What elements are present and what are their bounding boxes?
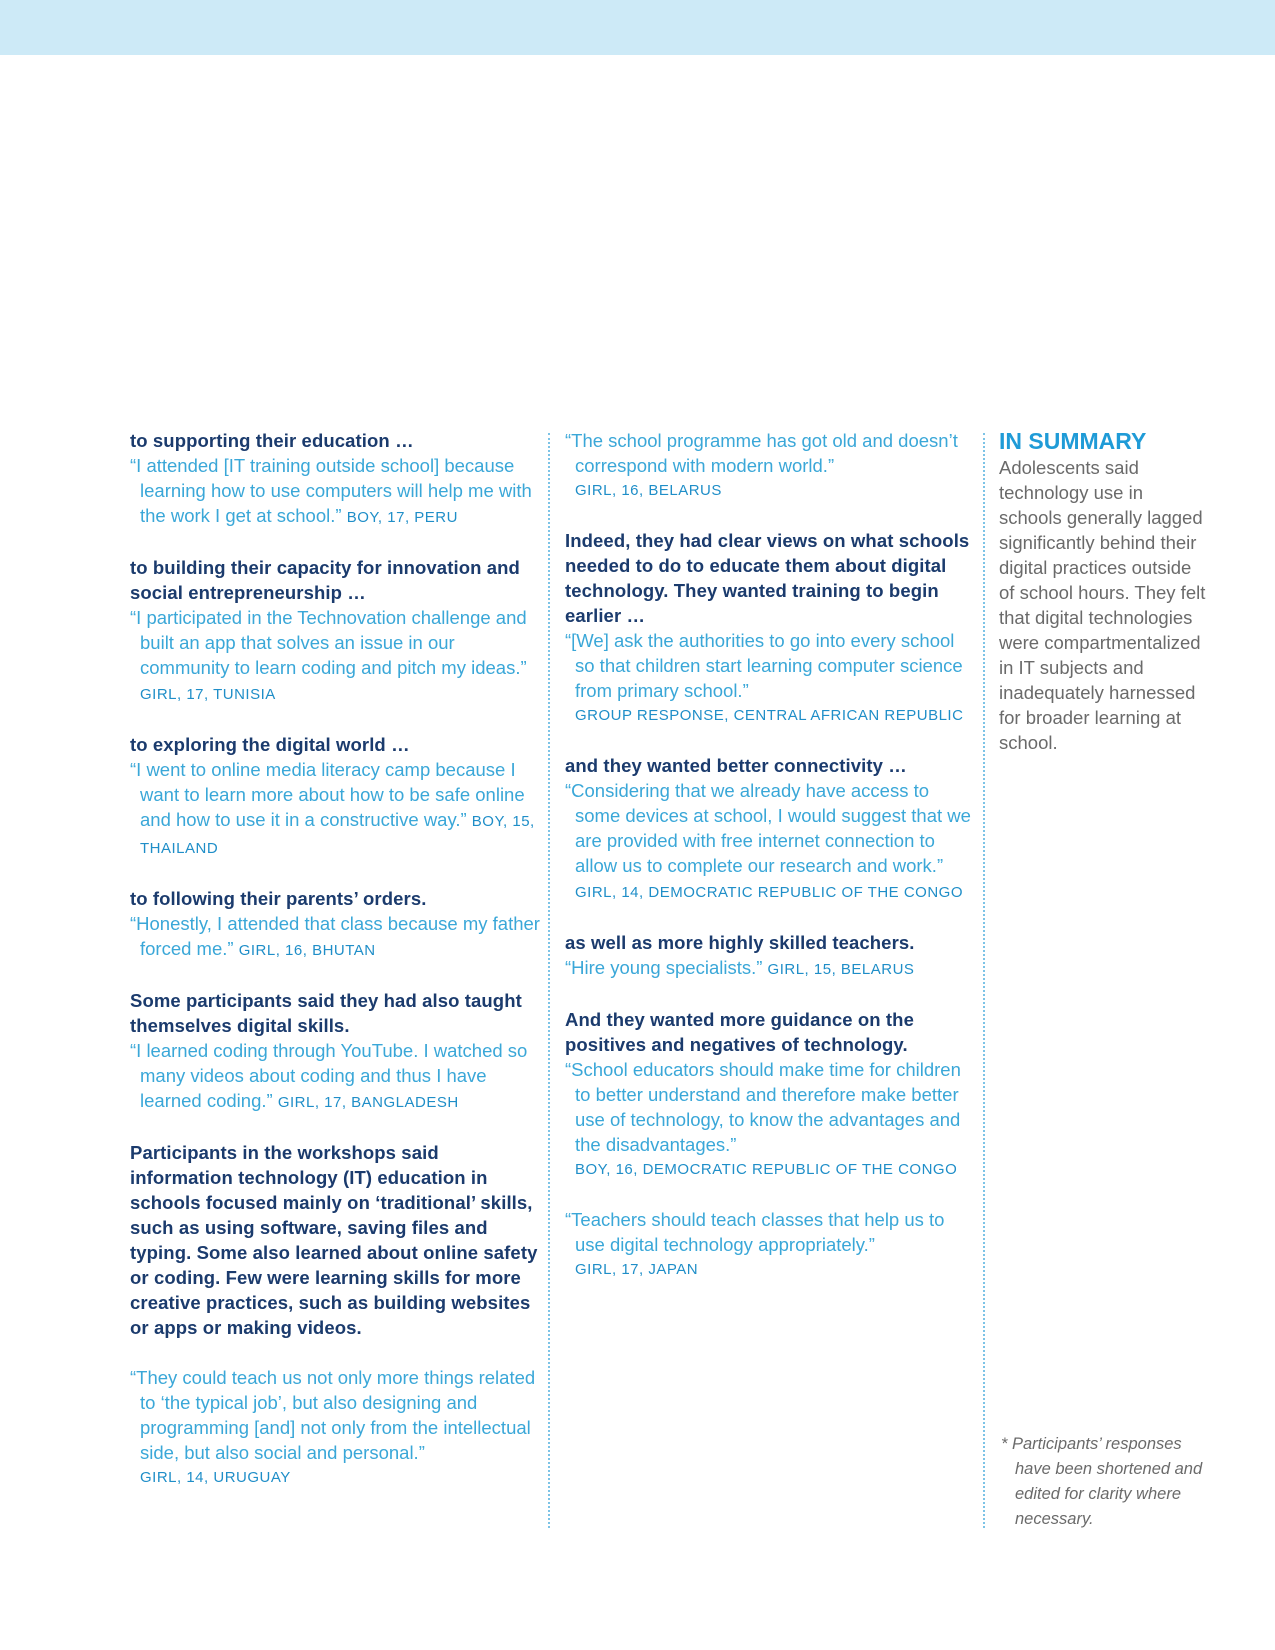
quote-attribution: GIRL, 17, BANGLADESH (277, 1094, 459, 1111)
quote-attribution: GIRL, 14, DEMOCRATIC REPUBLIC OF THE CONGO (575, 884, 964, 901)
quote-text: “The school programme has got old and doesn’t correspond with modern world.” (565, 430, 958, 476)
section-heading: Indeed, they had clear views on what schools needed to do to educate them about digital technology. They wanted training to begin earlier … (565, 530, 970, 626)
quote-text: “I learned coding through YouTube. I watched so many videos about coding and thus I have learned coding.” (130, 1040, 528, 1111)
quote-attribution: GIRL, 16, BHUTAN (238, 942, 376, 959)
quote-attribution: GIRL, 14, URUGUAY (140, 1469, 291, 1486)
quote-text: “I went to online media literacy camp because I want to learn more about how to be safe online and how to use it in a constructive way.” (130, 759, 525, 830)
column-left (130, 428, 540, 1515)
quote (130, 605, 540, 707)
section-heading: as well as more highly skilled teachers. (565, 932, 915, 953)
section-training-earlier (565, 528, 973, 728)
section-parents-orders (130, 886, 540, 963)
section-heading: Participants in the workshops said information technology (IT) education in schools focused mainly on ‘traditional’ skills, such as using software, saving files and typing. Some also learned about online safety or coding. Few were learning skills for more creative practices, such as building websites or apps or making videos. (130, 1142, 538, 1338)
quote (130, 911, 540, 963)
quote (565, 1207, 973, 1282)
quote-text: “I attended [IT training outside school] because learning how to use computers will help me with the work I get at school.” (130, 455, 532, 526)
column-divider (983, 433, 985, 1528)
section-japan-quote (565, 1207, 973, 1282)
quote-attribution: GIRL, 16, BELARUS (575, 482, 722, 499)
quote-attribution: GIRL, 15, BELARUS (767, 961, 915, 978)
quote (130, 757, 540, 861)
summary-text: Adolescents said technology use in schools generally lagged significantly behind their digital practices outside of school hours. They felt that digital technologies were compartmentalized in IT subjects and inadequately harnessed for broader learning at school. (999, 457, 1206, 753)
quote-text: “Considering that we already have access to some devices at school, I would suggest that we are provided with free internet connection to allow us to complete our research and work.” (565, 780, 971, 876)
quote (130, 453, 540, 530)
section-heading: to following their parents’ orders. (130, 888, 427, 909)
section-heading: to supporting their education … (130, 430, 414, 451)
section-heading: Some participants said they had also taught themselves digital skills. (130, 990, 522, 1036)
column-divider (548, 433, 550, 1528)
section-innovation (130, 555, 540, 707)
quote-text: “Teachers should teach classes that help us to use digital technology appropriately.” (565, 1209, 945, 1255)
quote (565, 628, 973, 728)
quote-attribution: GIRL, 17, JAPAN (575, 1261, 699, 1278)
section-connectivity (565, 753, 973, 905)
quote (565, 778, 973, 905)
quote-text: “[We] ask the authorities to go into every school so that children start learning computer science from primary school.” (565, 630, 963, 701)
quote-text: “Hire young specialists.” (565, 957, 763, 978)
section-heading: and they wanted better connectivity … (565, 755, 907, 776)
quote-text: “I participated in the Technovation challenge and built an app that solves an issue in our community to learn coding and pitch my ideas.” (130, 607, 527, 678)
quote-attribution: GIRL, 17, TUNISIA (140, 686, 276, 703)
quote-text: “School educators should make time for children to better understand and therefore make better use of technology, to know the advantages and the disadvantages.” (565, 1059, 961, 1155)
quote-text: “Honestly, I attended that class because my father forced me.” (130, 913, 540, 959)
column-middle (565, 428, 973, 1307)
section-skilled-teachers (565, 930, 973, 982)
section-guidance (565, 1007, 973, 1182)
quote (130, 1365, 540, 1490)
summary-sidebar (999, 428, 1209, 755)
quote (565, 1057, 973, 1182)
section-it-education (130, 1140, 540, 1340)
section-heading: to building their capacity for innovation and social entrepreneurship … (130, 557, 520, 603)
section-old-programme (565, 428, 973, 503)
quote-text: “They could teach us not only more things related to ‘the typical job’, but also designing and programming [and] not only from the intellectual side, but also social and personal.” (130, 1367, 536, 1463)
quote (565, 428, 973, 503)
summary-title: IN SUMMARY (999, 428, 1147, 454)
section-heading: And they wanted more guidance on the positives and negatives of technology. (565, 1009, 914, 1055)
top-color-band (0, 0, 1275, 55)
quote-attribution: BOY, 17, PERU (346, 509, 458, 526)
quote-attribution: BOY, 15, THAILAND (140, 813, 535, 857)
quote-attribution: GROUP RESPONSE, CENTRAL AFRICAN REPUBLIC (575, 707, 964, 724)
quote (565, 955, 973, 982)
section-supporting-education (130, 428, 540, 530)
quote (130, 1038, 540, 1115)
section-self-taught (130, 988, 540, 1115)
section-digital-world (130, 732, 540, 861)
footnote: * Participants’ responses have been shortened and edited for clarity where necessary. (1001, 1435, 1203, 1528)
section-uruguay-quote (130, 1365, 540, 1490)
section-heading: to exploring the digital world … (130, 734, 410, 755)
quote-attribution: BOY, 16, DEMOCRATIC REPUBLIC OF THE CONGO (575, 1161, 958, 1178)
